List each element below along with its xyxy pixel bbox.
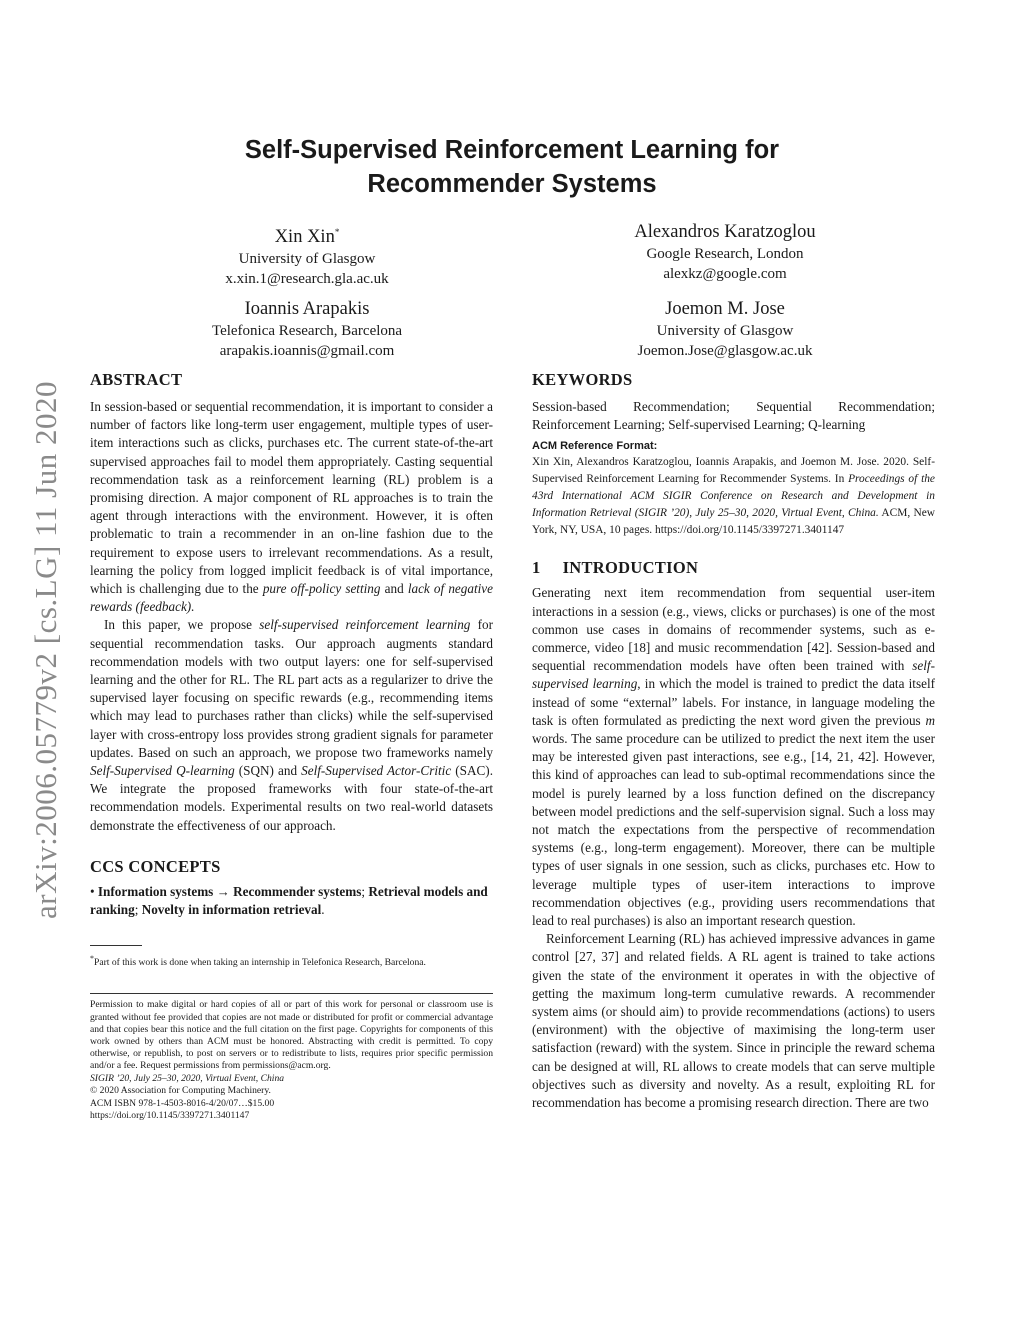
author-affiliation: University of Glasgow — [656, 323, 794, 339]
keywords-text: Session-based Recommendation; Sequential Recommendation; Reinforcement Learning; Self-supervised Learning; Q-learning — [532, 399, 935, 433]
author-affiliation: Google Research, London — [646, 246, 804, 262]
abstract-paragraph-2: In this paper, we propose self-supervised reinforcement learning for sequential recommendation tasks. Our approach augments standard recommendation models with two output layers: one for self-supervised learning and the other for RL. The RL part acts as a regularizer to drive the supervised layer focusing on specific rewards (e.g., recommending items which may lead to purchases rather than clicks) while the self-supervised layer with cross-entropy loss provides strong gradient signals for parameter updates. Based on such an approach, we propose two frameworks namely Self-Supervised Q-learning (SQN) and Self-Supervised Actor-Critic (SAC). We integrate the proposed frameworks with four state-of-the-art recommendation models. Experimental results on two real-world datasets demonstrate the effectiveness of our approach. — [90, 617, 493, 833]
intro-paragraph-1: Generating next item recommendation from sequential user-item interactions in a session (e.g., views, clicks or purchases) is one of the most common use cases in domains of recommender systems, such as e-commerce, video [18] and music recommendation [42]. Session-based and sequential recommendation models have often been trained with self-supervised learning, in which the model is trained to predict the data itself instead of some “external” labels. For instance, in language modeling the task is often formulated as predicting the next word given the previous m words. The same procedure can be utilized to predict the next item the user may be interested given past interactions, see e.g., [14, 21, 42]. However, this kind of approaches can lead to sub-optimal recommendations since the model is purely learned by a loss function defined on the discrepancy between model predictions and the self-supervision signal. Such a loss may not match the expectations from the perspective of recommendation systems (e.g., long-term engagement). Moreover, there can be multiple types of user signals in one session, such as clicks, purchases etc. How to leverage multiple types of user-item interactions to improve recommendation objectives (e.g., providing users recommendations that lead to real purchases) is also an important research question. — [532, 585, 935, 929]
author-block — [515, 220, 935, 284]
keywords-block — [532, 398, 935, 434]
left-column — [90, 370, 493, 1123]
doi-line: https://doi.org/10.1145/3397271.3401147 — [90, 1110, 250, 1122]
footnote: *Part of this work is done when taking an internship in Telefonica Research, Barcelona. — [90, 954, 426, 969]
footnote-rule — [90, 945, 142, 946]
isbn-line: ACM ISBN 978-1-4503-8016-4/20/07…$15.00 — [90, 1097, 275, 1109]
ccs-concepts: • Information systems → Recommender systems; Retrieval models and ranking; Novelty in information retrieval. — [90, 883, 488, 918]
author-block — [97, 220, 517, 289]
copyright-line: © 2020 Association for Computing Machinery. — [90, 1085, 271, 1097]
author-email: Joemon.Jose@glasgow.ac.uk — [637, 343, 813, 359]
author-email: x.xin.1@research.gla.ac.uk — [225, 271, 389, 288]
author-block — [515, 297, 935, 361]
title-line-2: Recommender Systems — [367, 170, 657, 198]
author-name: Joemon M. Jose — [665, 299, 785, 319]
author-name: Xin Xin* — [274, 227, 340, 248]
right-column — [532, 370, 935, 1112]
arxiv-stamp: arXiv:2006.05779v2 [cs.LG] 11 Jun 2020 — [28, 381, 63, 919]
author-affiliation: Telefonica Research, Barcelona — [211, 323, 403, 339]
venue-line: SIGIR ’20, July 25–30, 2020, Virtual Event, China — [90, 1072, 285, 1084]
author-email: alexkz@google.com — [663, 266, 787, 282]
intro-heading: 1 INTRODUCTION — [532, 558, 699, 578]
acm-reference: Xin Xin, Alexandros Karatzoglou, Ioannis Arapakis, and Joemon M. Jose. 2020. Self-Supervised Reinforcement Learning for Recommender Systems. In Proceedings of the 43rd International ACM SIGIR Conference on Research and Development in Information Retrieval (SIGIR ’20), July 25–30, 2020, Virtual Event, China. ACM, New York, NY, USA, 10 pages. https://doi.org/10.1145/3397271.3401147 — [532, 456, 935, 536]
abstract-paragraph-1: In session-based or sequential recommendation, it is important to consider a number of factors like long-term user engagement, multiple types of user-item interactions such as clicks, purchases etc. The current state-of-the-art supervised approaches fail to model them appropriately. Casting sequential recommendation task as a reinforcement learning (RL) problem is a promising direction. A major component of RL approaches is to train the agent through interactions with the environment. However, it is often problematic to train a recommender in an on-line fashion due to the requirement to expose users to irrelevant recommendations. As a result, learning the policy from logged implicit feedback is of vital importance, which is challenging due to the pure off-policy setting and lack of negative rewards (feedback). — [90, 399, 493, 615]
intro-paragraph-2: Reinforcement Learning (RL) has achieved impressive advances in game control [27, 37] and related fields. A RL agent is trained to take actions given the state of the environment it operates in with the objective of getting the maximum long-term cumulative rewards. A recommender system aims (or should aim) to provide recommendations (actions) to users (environment) with the objective of maximising the long-term user satisfaction (reward) with the system. Since in principle the reward schema can be designed at will, RL allows to create models that can serve multiple objectives such as diversity and novelty. As a result, exploiting RL for recommendation has become a promising research direction. There are two — [532, 931, 935, 1111]
footnote-mark: * — [334, 227, 340, 237]
permission-notice: Permission to make digital or hard copies of all or part of this work for personal or classroom use is granted without fee provided that copies are not made or distributed for profit or commercial advantage and that copies bear this notice and the full citation on the first page. Copyrights for components of this work owned by others than ACM must be honored. Abstracting with credit is permitted. To copy otherwise, or republish, to post on servers or to redistribute to lists, requires prior specific permission and/or a fee. Request permissions from permissions@acm.org. — [90, 999, 493, 1072]
keywords-heading: KEYWORDS — [532, 370, 633, 389]
author-email: arapakis.ioannis@gmail.com — [219, 343, 395, 359]
paper-title — [140, 133, 884, 201]
author-affiliation: University of Glasgow — [238, 251, 376, 268]
title-line-1: Self-Supervised Reinforcement Learning for — [244, 136, 780, 164]
author-name: Alexandros Karatzoglou — [634, 222, 816, 242]
acm-reference-label: ACM Reference Format: — [532, 440, 658, 453]
author-block — [97, 297, 517, 361]
permission-rule — [90, 993, 493, 994]
author-name: Ioannis Arapakis — [244, 299, 370, 319]
abstract-heading: ABSTRACT — [90, 370, 183, 389]
ccs-heading: CCS CONCEPTS — [90, 856, 221, 876]
